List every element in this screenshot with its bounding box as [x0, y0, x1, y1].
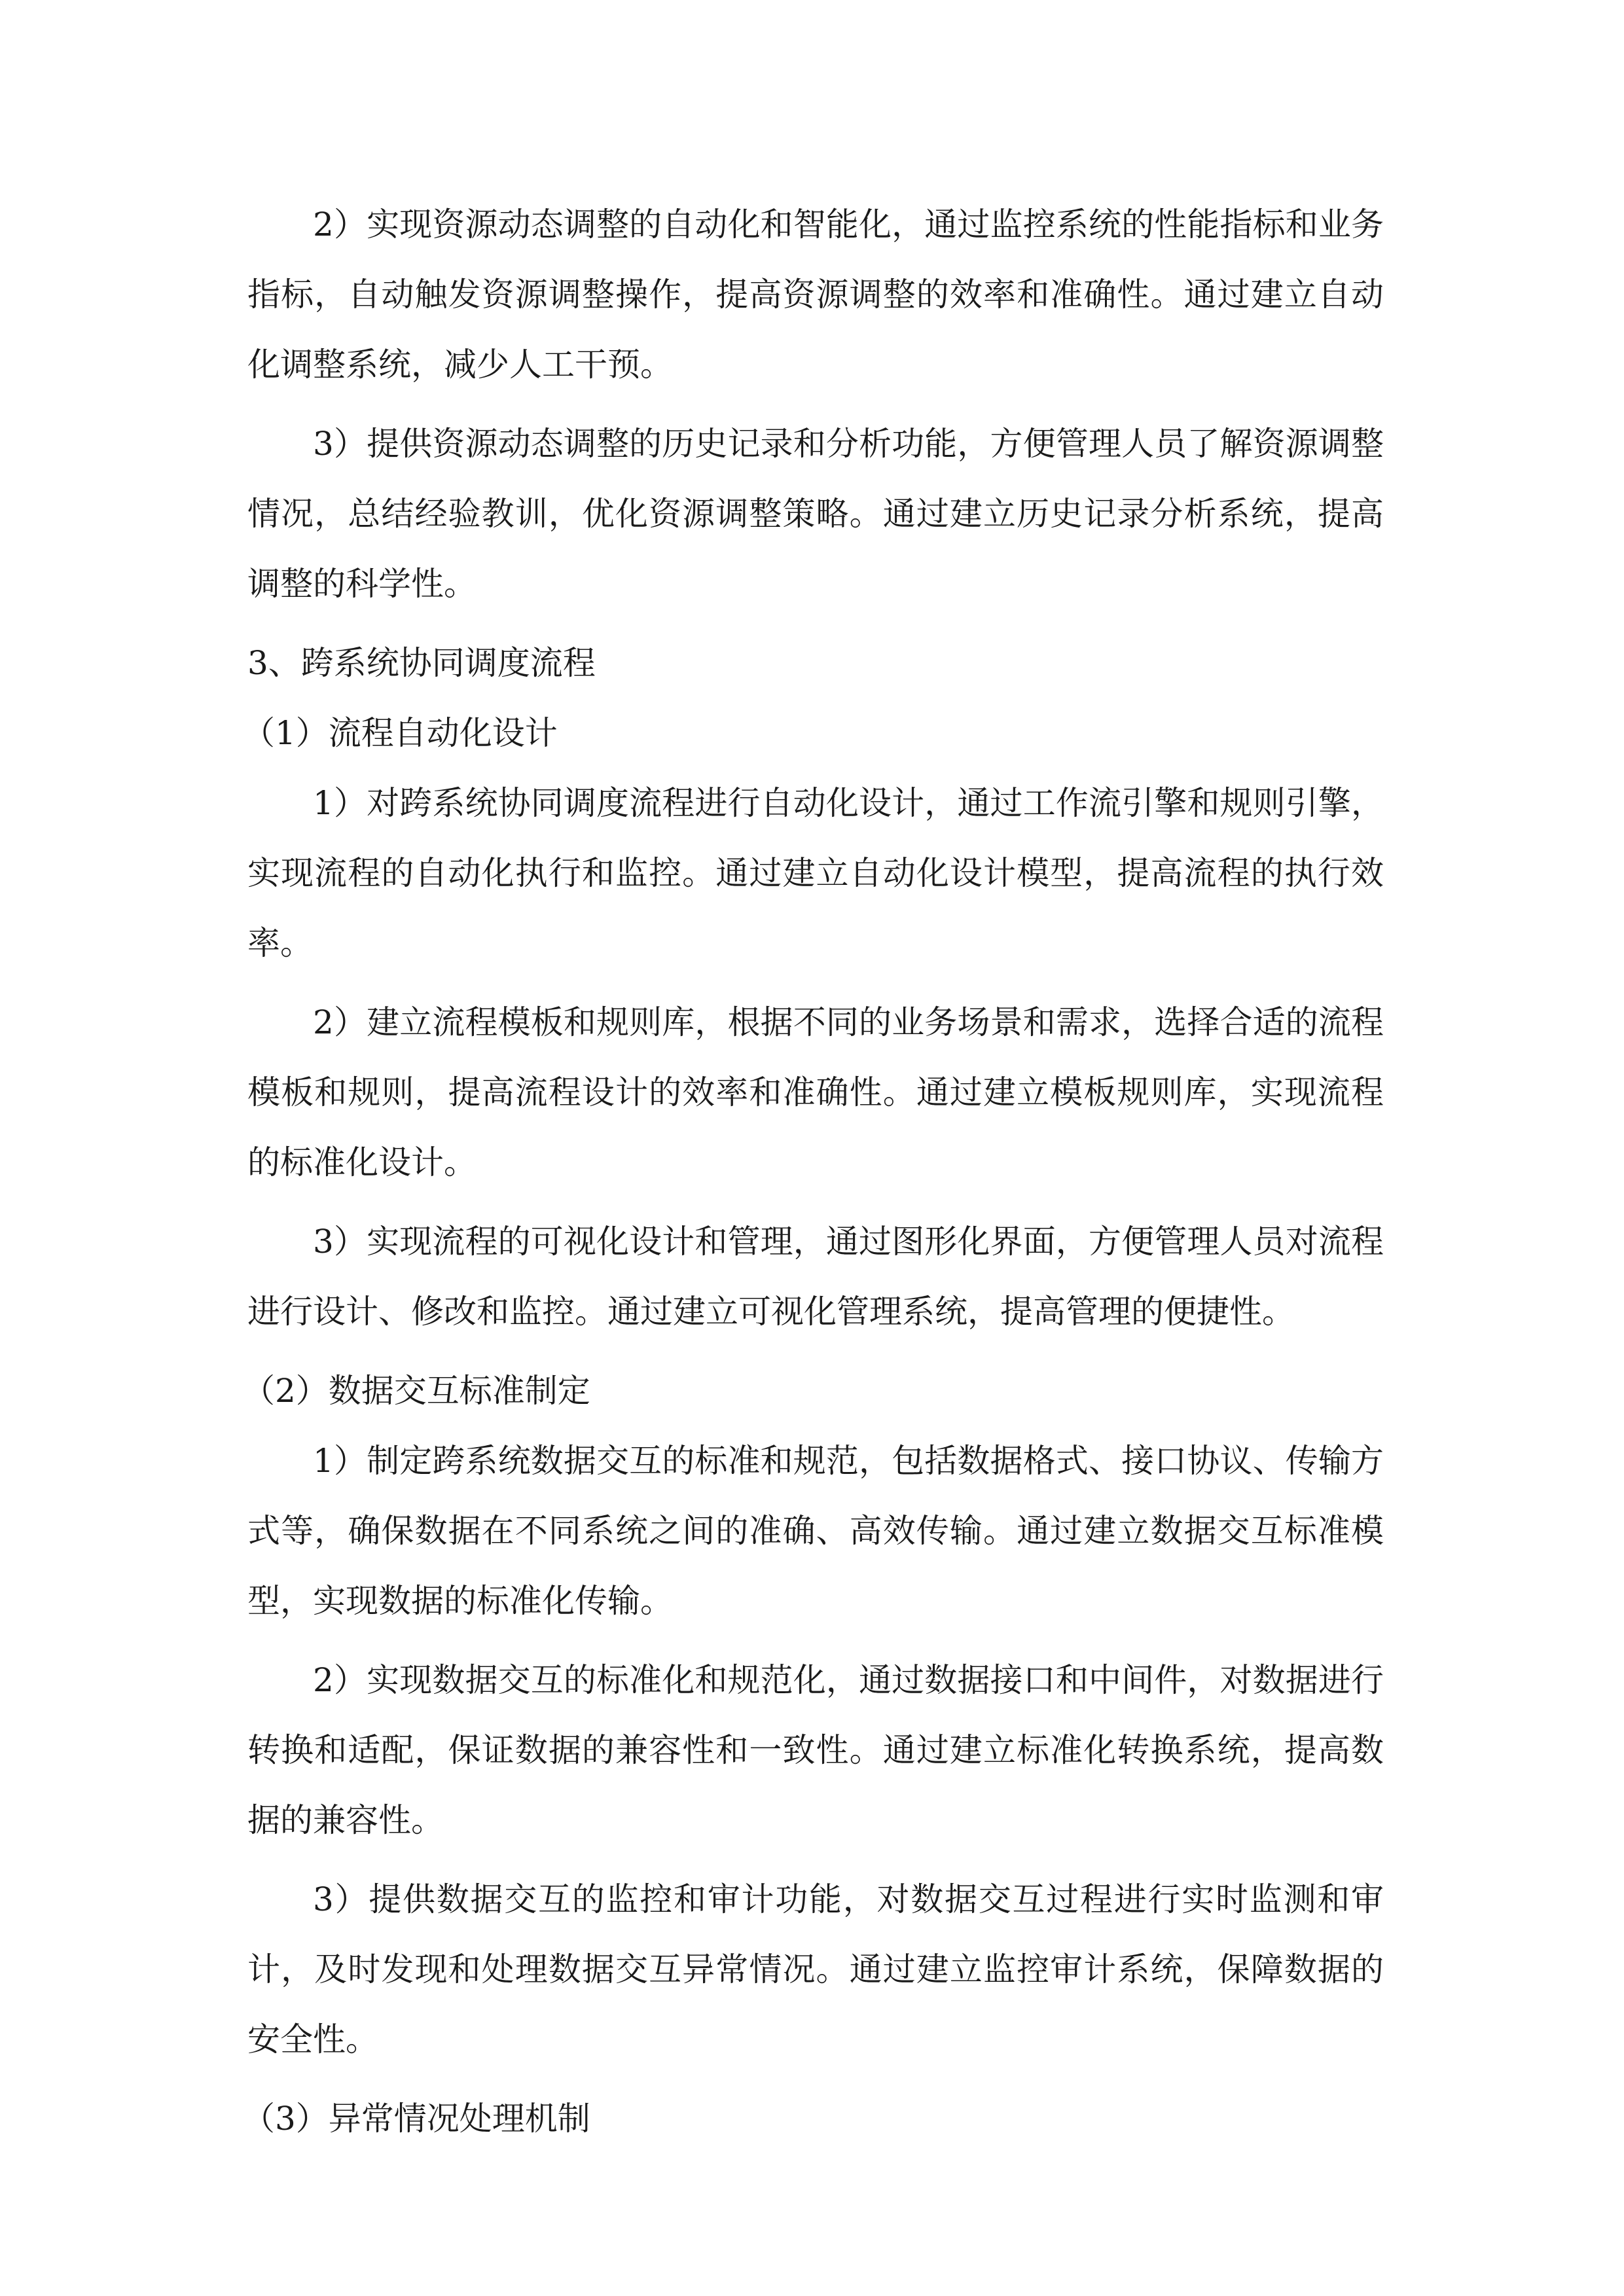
paragraph-resource-history: 3）提供资源动态调整的历史记录和分析功能，方便管理人员了解资源调整情况，总结经验教训，优化资源调整策略。通过建立历史记录分析系统，提高调整的科学性。	[247, 425, 1384, 603]
paragraph-data-audit: 3）提供数据交互的监控和审计功能，对数据交互过程进行实时监测和审计，及时发现和处理数据交互异常情况。通过建立监控审计系统，保障数据的安全性。	[247, 1880, 1384, 2058]
subheading-data-standard: （2）数据交互标准制定	[242, 1372, 590, 1410]
paragraph-process-templates: 2）建立流程模板和规则库，根据不同的业务场景和需求，选择合适的流程模板和规则，提高流程设计的效率和准确性。通过建立模板规则库，实现流程的标准化设计。	[247, 1003, 1384, 1181]
subheading-exception-handling: （3）异常情况处理机制	[242, 2100, 590, 2138]
section-heading-cross-system: 3、跨系统协同调度流程	[247, 644, 596, 682]
paragraph-resource-automation: 2）实现资源动态调整的自动化和智能化，通过监控系统的性能指标和业务指标，自动触发资源调整操作，提高资源调整的效率和准确性。通过建立自动化调整系统，减少人工干预。	[247, 206, 1384, 384]
paragraph-process-visual: 3）实现流程的可视化设计和管理，通过图形化界面，方便管理人员对流程进行设计、修改和监控。通过建立可视化管理系统，提高管理的便捷性。	[247, 1223, 1384, 1331]
paragraph-data-spec: 1）制定跨系统数据交互的标准和规范，包括数据格式、接口协议、传输方式等，确保数据在不同系统之间的准确、高效传输。通过建立数据交互标准模型，实现数据的标准化传输。	[247, 1442, 1384, 1620]
document-page	[242, 190, 1384, 2154]
paragraph-process-design: 1）对跨系统协同调度流程进行自动化设计，通过工作流引擎和规则引擎，实现流程的自动化执行和监控。通过建立自动化设计模型，提高流程的执行效率。	[247, 784, 1384, 962]
subheading-process-automation: （1）流程自动化设计	[242, 714, 558, 752]
paragraph-data-normalize: 2）实现数据交互的标准化和规范化，通过数据接口和中间件，对数据进行转换和适配，保证数据的兼容性和一致性。通过建立标准化转换系统，提高数据的兼容性。	[247, 1661, 1384, 1839]
